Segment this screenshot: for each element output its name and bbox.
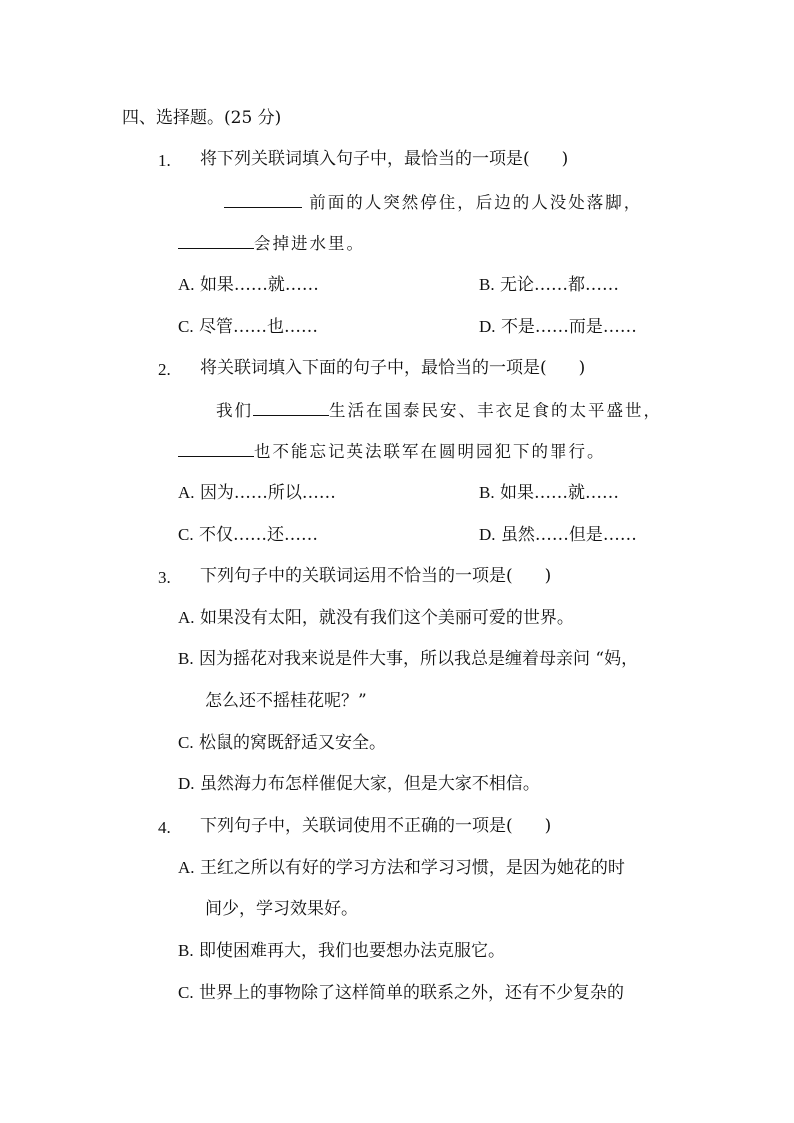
option-text: 不是……而是…… [500,317,637,337]
option-text: 尽管……也…… [199,317,318,337]
option-text: 因为……所以…… [199,483,336,503]
question-2-stem-close: ) [578,358,586,378]
option-letter: A. [178,483,195,502]
question-3-option-a[interactable] [178,607,574,629]
fill-blank[interactable] [253,399,329,416]
option-letter: B. [479,483,495,502]
section-title: 四、选择题。(25 分) [122,108,282,128]
question-2-sentence-line2-text: 也不能忘记英法联军在圆明园犯下的罪行。 [254,442,606,461]
question-2-option-b[interactable] [479,482,619,504]
question-4-option-a[interactable] [178,857,625,879]
question-3-stem-text: 下列句子中的关联词运用不恰当的一项是( [200,566,513,586]
question-1-sentence-line2 [178,232,365,255]
fill-blank[interactable] [178,232,254,249]
question-3-option-b[interactable] [178,648,638,670]
option-letter: C. [178,317,194,336]
fill-blank[interactable] [178,440,254,457]
option-text: 不仅……还…… [199,525,318,545]
option-letter: C. [178,733,194,752]
question-3-stem-close: ) [544,566,552,586]
question-1-sentence-line1-text: 前面的人突然停住，后边的人没处落脚， [309,193,643,212]
option-text: 如果……就…… [500,483,619,503]
question-1-sentence-line2-text: 会掉进水里。 [254,234,365,253]
option-text: 即使困难再大，我们也要想办法克服它。 [199,941,505,961]
option-text: 世界上的事物除了这样简单的联系之外，还有不少复杂的 [199,983,624,1003]
question-1-option-d[interactable] [479,316,637,338]
option-text: 如果没有太阳，就没有我们这个美丽可爱的世界。 [199,608,574,628]
question-2-sentence-line1-text: 生活在国泰民安、丰衣足食的太平盛世， [329,401,662,420]
question-4-option-b[interactable] [178,940,505,962]
question-1-option-c[interactable] [178,316,318,338]
question-2-stem [200,357,585,379]
question-3-stem [200,565,551,587]
question-1-stem [200,148,568,170]
question-1-stem-close: ) [561,149,569,169]
option-text: 虽然海力布怎样催促大家，但是大家不相信。 [199,774,540,794]
option-text: 如果……就…… [199,275,319,295]
question-3-option-c[interactable] [178,732,386,754]
option-letter: B. [178,941,194,960]
question-2-option-d[interactable] [479,524,637,546]
question-1-option-a[interactable] [178,274,319,296]
question-2-number: 2. [158,360,171,379]
question-3-option-b-continued: 怎么还不摇桂花呢？” [205,691,367,711]
question-4-number: 4. [158,818,171,837]
question-2-option-c[interactable] [178,524,318,546]
question-4-stem-close: ) [544,816,552,836]
question-1-number: 1. [158,151,171,170]
option-letter: A. [178,858,195,877]
option-text: 因为摇花对我来说是件大事，所以我总是缠着母亲问 “妈， [199,649,639,669]
option-letter: B. [479,275,495,294]
question-2-sentence-line1 [216,399,662,422]
option-letter: A. [178,608,195,627]
question-1-stem-text: 将下列关联词填入句子中，最恰当的一项是( [200,149,530,169]
option-text: 王红之所以有好的学习方法和学习习惯，是因为她花的时 [199,858,625,878]
fill-blank[interactable] [224,191,302,208]
option-text: 无论……都…… [500,275,619,295]
question-2-sentence-line2 [178,440,606,463]
question-4-stem-text: 下列句子中，关联词使用不正确的一项是( [200,816,513,836]
question-4-option-c[interactable] [178,982,624,1004]
question-4-stem [200,815,551,837]
option-letter: D. [479,525,496,544]
option-letter: B. [178,649,194,668]
option-letter: D. [479,317,496,336]
question-2-stem-text: 将关联词填入下面的句子中，最恰当的一项是( [200,358,547,378]
option-text: 松鼠的窝既舒适又安全。 [199,733,386,753]
question-2-sentence-lead: 我们 [216,401,253,420]
question-3-number: 3. [158,568,171,587]
question-4-option-a-continued: 间少，学习效果好。 [205,899,358,919]
option-letter: C. [178,525,194,544]
question-1-option-b[interactable] [479,274,619,296]
option-letter: D. [178,774,195,793]
option-letter: A. [178,275,195,294]
option-letter: C. [178,983,194,1002]
question-1-sentence-line1 [224,191,642,214]
question-3-option-d[interactable] [178,773,540,795]
option-text: 虽然……但是…… [500,525,637,545]
question-2-option-a[interactable] [178,482,336,504]
